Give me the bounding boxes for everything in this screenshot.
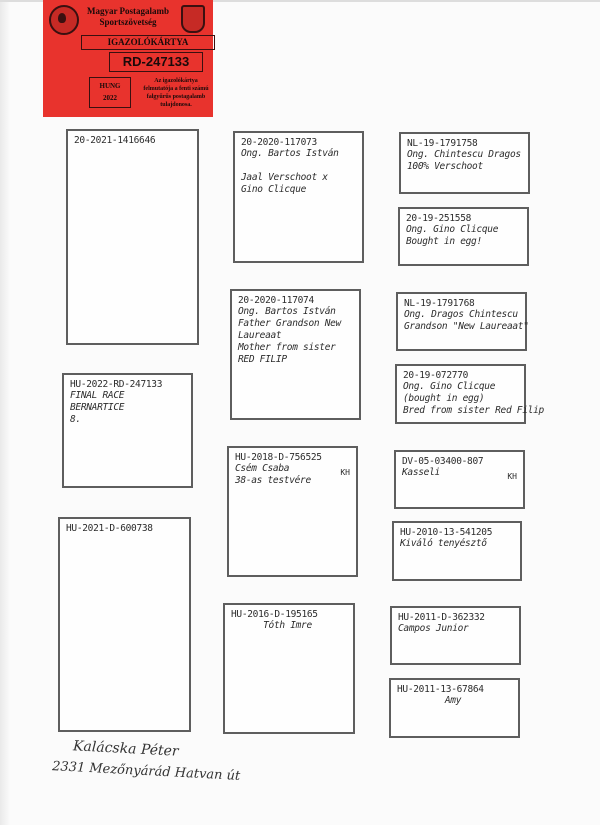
ring-number: 20-19-072770	[403, 370, 469, 381]
pedigree-note-line: Grandson "New Laureaat"	[404, 321, 529, 332]
ring-number: HU-2011-13-67864	[397, 684, 484, 695]
pedigree-box	[230, 289, 361, 420]
card-org-line2: Sportszövetség	[99, 17, 157, 27]
ring-number: NL-19-1791758	[407, 138, 478, 149]
pedigree-note-line: 100% Verschoot	[407, 161, 483, 172]
pedigree-note-line: FINAL RACE	[70, 390, 125, 401]
pedigree-box	[66, 129, 199, 345]
pedigree-note-line: Mother from sister	[238, 342, 336, 353]
card-country-year	[89, 77, 131, 108]
card-year: 2022	[103, 94, 117, 102]
ring-number: HU-2011-D-362332	[398, 612, 485, 623]
pedigree-note-line: Campos Junior	[398, 623, 469, 634]
pedigree-box	[392, 521, 522, 581]
pedigree-note-line: RED FILIP	[238, 354, 287, 365]
pedigree-box	[390, 606, 521, 665]
pedigree-note-line: Bought in egg!	[406, 236, 482, 247]
pedigree-note-line: Laureaat	[238, 330, 282, 341]
ring-number: HU-2016-D-195165	[231, 609, 318, 620]
pedigree-note-line: Jaal Verschoot x	[241, 172, 328, 183]
pedigree-box	[227, 446, 358, 577]
pedigree-note-line: (bought in egg)	[403, 393, 485, 404]
pedigree-note-line: Amy	[444, 695, 462, 706]
pedigree-note-line: Bred from sister Red Filip	[403, 405, 544, 416]
pedigree-note-line: Father Grandson New	[238, 318, 341, 329]
pedigree-note-line	[235, 160, 362, 172]
card-note: Az igazolókártya felmutatója a fenti számú falgyűrűs postagalamb tulajdonosa.	[143, 78, 209, 108]
signature-address: 2331 Mezőnyárád Hatvan út	[51, 759, 241, 784]
pedigree-box	[394, 450, 525, 509]
pedigree-box	[233, 131, 364, 263]
id-card	[43, 0, 213, 117]
card-number: RD-247133	[109, 52, 203, 72]
ring-number: 20-19-251558	[406, 213, 472, 224]
pedigree-note-line: Ong. Dragos Chintescu	[404, 309, 518, 320]
signature-name: Kalácska Péter	[72, 738, 179, 760]
pedigree-box	[395, 364, 544, 424]
pedigree-note-line: BERNARTICE	[70, 402, 125, 413]
pedigree-note-line: Ong. Bartos István	[238, 306, 336, 317]
ring-number: 20-2021-1416646	[74, 135, 156, 146]
ring-suffix: KH	[507, 472, 517, 481]
pedigree-note-line: Csém Csaba	[235, 463, 290, 474]
pedigree-note-line: Ong. Gino Clicque	[403, 381, 496, 392]
pedigree-box	[62, 373, 193, 488]
pedigree-note-line: Ong. Gino Clicque	[406, 224, 499, 235]
ring-number: 20-2020-117074	[238, 295, 314, 306]
ring-suffix: KH	[340, 468, 350, 477]
scan-left-edge	[0, 0, 10, 825]
pedigree-box	[396, 292, 527, 351]
ring-number: HU-2010-13-541205	[400, 527, 493, 538]
pedigree-box	[223, 603, 355, 734]
ring-number: NL-19-1791768	[404, 298, 475, 309]
ring-number: HU-2018-D-756525	[235, 452, 322, 463]
pedigree-note-line: Kiváló tenyésztő	[400, 538, 487, 549]
ring-number: 20-2020-117073	[241, 137, 317, 148]
pedigree-box	[399, 132, 530, 194]
ring-number: HU-2021-D-600738	[66, 523, 153, 534]
pedigree-note-line: Kasseli	[402, 467, 440, 478]
pedigree-note-line: Gino Clicque	[241, 184, 307, 195]
pedigree-note-line: Tóth Imre	[263, 620, 312, 631]
ring-number: DV-05-03400-807	[402, 456, 484, 467]
pedigree-note-line: Ong. Chintescu Dragos	[407, 149, 521, 160]
pedigree-box	[398, 207, 529, 266]
card-country: HUNG	[99, 82, 121, 90]
card-title: IGAZOLÓKÁRTYA	[81, 35, 215, 50]
card-org-line1: Magyar Postagalamb	[86, 6, 170, 16]
pedigree-box	[58, 517, 191, 732]
ring-number: HU-2022-RD-247133	[70, 379, 163, 390]
pedigree-note-line: 38-as testvére	[235, 475, 311, 486]
pedigree-note-line: Ong. Bartos István	[241, 148, 339, 159]
pedigree-box	[389, 678, 520, 738]
pedigree-note-line: 8.	[70, 414, 81, 425]
